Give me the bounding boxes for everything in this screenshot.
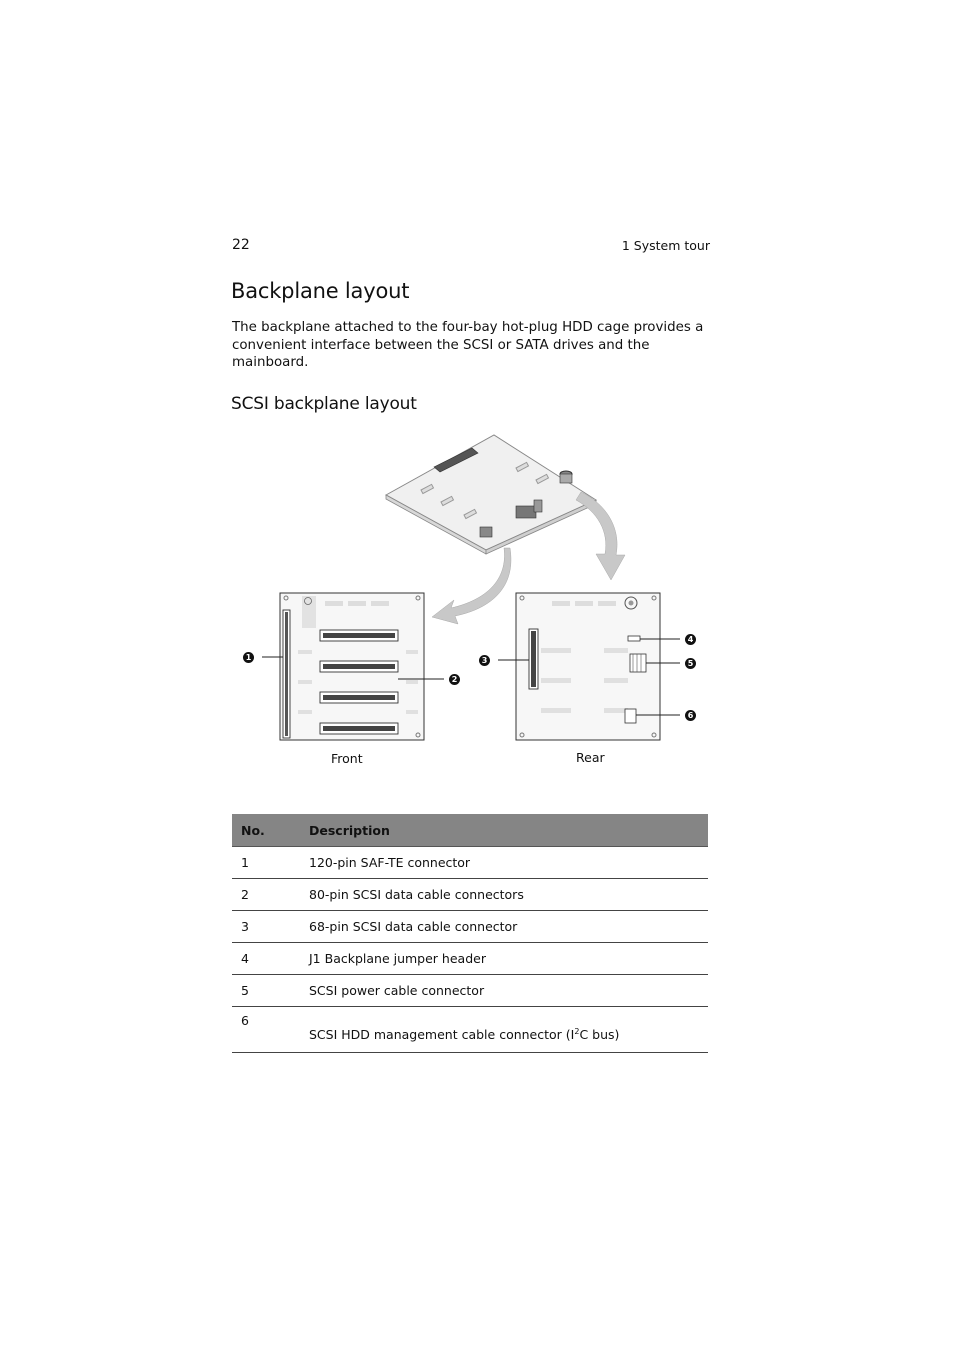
row-description: 68-pin SCSI data cable connector [300, 911, 708, 943]
page-number: 22 [232, 237, 250, 253]
section-title: Backplane layout [231, 279, 410, 303]
callout-3: 3 [479, 655, 490, 666]
superscript: 2 [574, 1026, 580, 1036]
intro-paragraph: The backplane attached to the four-bay hot-plug HDD cage provides a convenient interface between the SCSI or SATA drives and the mainboard. [232, 320, 704, 370]
row-description: 80-pin SCSI data cable connectors [300, 879, 708, 911]
callout-2: 2 [449, 674, 460, 685]
running-head: 1 System tour [621, 238, 710, 253]
row-number: 1 [232, 847, 300, 879]
row-number: 3 [232, 911, 300, 943]
table-row [232, 1007, 708, 1053]
table-row [232, 943, 708, 975]
arrow-to-front-icon [432, 548, 511, 624]
table-row [232, 975, 708, 1007]
row-description: J1 Backplane jumper header [300, 943, 708, 975]
table-row [232, 879, 708, 911]
table-row [232, 911, 708, 943]
callout-1: 1 [243, 652, 254, 663]
subsection-title: SCSI backplane layout [231, 394, 417, 414]
row-number: 6 [232, 1007, 300, 1053]
row-description: SCSI power cable connector [300, 975, 708, 1007]
row-description [300, 1007, 708, 1053]
table-header-row [232, 814, 708, 847]
callout-6: 6 [685, 710, 696, 721]
row-number: 4 [232, 943, 300, 975]
front-label: Front [331, 751, 363, 766]
rear-board [516, 593, 660, 740]
column-header-description: Description [300, 814, 708, 847]
row-number: 2 [232, 879, 300, 911]
description-table [232, 814, 708, 1053]
front-board [280, 593, 424, 740]
rear-label: Rear [576, 750, 605, 765]
table-row [232, 847, 708, 879]
row-number: 5 [232, 975, 300, 1007]
isometric-board [386, 435, 596, 554]
row-description: 120-pin SAF-TE connector [300, 847, 708, 879]
backplane-figure [236, 430, 706, 775]
column-header-no: No. [232, 814, 300, 847]
row-description-text: SCSI HDD management cable connector (I [309, 1027, 575, 1042]
callout-4: 4 [685, 634, 696, 645]
row-description-text-end: C bus) [579, 1027, 620, 1042]
callout-5: 5 [685, 658, 696, 669]
